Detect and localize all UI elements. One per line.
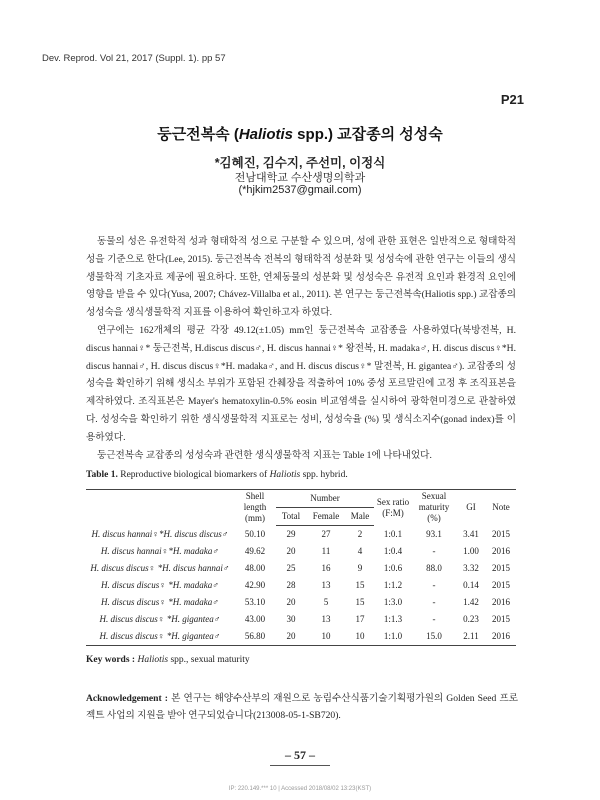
cell-female: 10 bbox=[306, 628, 346, 646]
table-header-row bbox=[86, 490, 516, 508]
cell-note: 2016 bbox=[492, 546, 510, 556]
table-row bbox=[86, 525, 516, 543]
cell-maturity: - bbox=[432, 546, 436, 556]
body-paragraph-1: 동물의 성은 유전학적 성과 형태학적 성으로 구분할 수 있으며, 성에 관한 표현은 일반적으로 형태학적 성을 기준으로 한다(Lee, 2015). 둥근전복속 전복의 형태학적 성분화 및 성성숙에 관한 연구는 이들의 생식생물학적 기초자료 제공에 필요하다. 또한, 연체동물의 성분화 및 성성숙은 유전적 요인과 환경적 요인에 영향을 받을 수 있다(Yusa, 2007; Chávez-Villalba et al., 2011). 본 연구는 둥근전복속(Haliotis spp.) 교잡종의 성성숙을 생식생물학적 지표를 이용하여 확인하고자 하였다. bbox=[86, 236, 516, 319]
table-row bbox=[86, 577, 516, 594]
cell-male: 4 bbox=[357, 546, 363, 556]
cell-shell: 48.00 bbox=[244, 563, 266, 573]
table-caption-genus: Haliotis bbox=[269, 470, 301, 480]
cell-total: 29 bbox=[286, 529, 296, 539]
col-header-sexratio: Sex ratio (F:M) bbox=[374, 490, 412, 526]
cell-hybrid: H. discus discus♀ *H. discus hannai♂ bbox=[90, 563, 230, 573]
col-header-male: Male bbox=[346, 507, 374, 525]
col-header-shell: Shell length (mm) bbox=[234, 490, 276, 526]
body-paragraph-3: 둥근전복속 교잡종의 성성숙과 관련한 생식생물학적 지표는 Table 1에 나타내었다. bbox=[97, 449, 432, 461]
page-number-underline bbox=[270, 765, 330, 766]
col-header-maturity: Sexual maturity (%) bbox=[412, 490, 456, 526]
col-header-note: Note bbox=[486, 490, 516, 526]
cell-maturity: 93.1 bbox=[426, 528, 442, 539]
cell-hybrid: H. discus discus♀ *H. madaka♂ bbox=[101, 597, 219, 607]
cell-note: 2015 bbox=[492, 528, 510, 539]
col-header-hybrid bbox=[86, 490, 234, 526]
cell-total: 20 bbox=[286, 546, 296, 556]
cell-total: 25 bbox=[286, 563, 296, 573]
table-caption bbox=[86, 470, 348, 480]
cell-female: 11 bbox=[321, 546, 331, 556]
cell-gi: 2.11 bbox=[456, 628, 486, 646]
contact-email: (*hjkim2537@gmail.com) bbox=[238, 184, 362, 196]
cell-male: 9 bbox=[357, 563, 363, 573]
cell-total: 30 bbox=[286, 614, 296, 624]
ack-label: Acknowledgement : bbox=[86, 693, 169, 704]
table-row bbox=[86, 628, 516, 646]
affiliation: 전남대학교 수산생명의학과 bbox=[234, 172, 366, 184]
cell-shell: 56.80 bbox=[234, 628, 276, 646]
cell-male: 15 bbox=[355, 597, 365, 607]
table-caption-post: spp. hybrid. bbox=[302, 470, 348, 480]
cell-ratio: 1:0.6 bbox=[383, 563, 403, 573]
cell-note: 2015 bbox=[492, 614, 510, 624]
keywords bbox=[86, 655, 250, 665]
cell-hybrid: H. discus discus♀ *H. gigantea♂ bbox=[86, 628, 234, 646]
cell-total: 28 bbox=[286, 580, 296, 590]
cell-male: 15 bbox=[355, 580, 365, 590]
keywords-genus: Haliotis bbox=[137, 655, 169, 665]
col-header-total: Total bbox=[276, 507, 306, 525]
table-row bbox=[86, 611, 516, 628]
cell-hybrid: H. discus hannai♀*H. discus discus♂ bbox=[91, 528, 229, 539]
cell-gi: 0.23 bbox=[463, 614, 479, 624]
access-footer: IP: 220.149.*** 10 | Accessed 2018/08/02 13:23(KST) bbox=[228, 786, 372, 792]
cell-total: 20 bbox=[286, 597, 296, 607]
cell-ratio: 1:3.0 bbox=[383, 597, 403, 607]
ack-text: 본 연구는 해양수산부의 재원으로 농림수산식품기술기획평가원의 Golden Seed 프로젝트 사업의 지원을 받아 연구되었습니다(213008-05-1-SB720). bbox=[86, 693, 518, 721]
cell-gi: 3.41 bbox=[463, 528, 479, 539]
cell-note: 2016 bbox=[486, 628, 516, 646]
cell-hybrid: H. discus hannai♀*H. madaka♂ bbox=[100, 546, 220, 556]
cell-gi: 3.32 bbox=[463, 563, 479, 573]
cell-note: 2015 bbox=[492, 580, 510, 590]
cell-shell: 50.10 bbox=[244, 528, 266, 539]
cell-total: 20 bbox=[276, 628, 306, 646]
keywords-rest: spp., sexual maturity bbox=[170, 655, 250, 665]
cell-female: 13 bbox=[321, 614, 331, 624]
cell-shell: 43.00 bbox=[244, 614, 266, 624]
cell-note: 2016 bbox=[492, 597, 510, 607]
author-list: *김혜진, 김수지, 주선미, 이정식 bbox=[214, 156, 386, 170]
cell-maturity: - bbox=[432, 597, 436, 607]
cell-female: 16 bbox=[321, 563, 331, 573]
cell-male: 17 bbox=[355, 614, 365, 624]
body-paragraph-2: 연구에는 162개체의 평균 각장 49.12(±1.05) mm인 둥근전복속 교잡종을 사용하였다(북방전복, H. discus hannai♀* 둥근전복, H.discus discus♂, H. discus hannai♀* 왕전복, H. madaka♂, H. discus discus♀*H. discus hannai♂, H. discus discus♀*H. madaka♂, and H. discus discus♀* 말전복, H. gigantea♂). 교잡종의 성성숙을 확인하기 위해 생식소 부위가 포함된 간췌장을 적출하여 10% 중성 포르말린에 고정 후 조직표본을 제작하였다. 조직표본은 Mayer's hematoxylin-0.5% eosin 비교염색을 실시하여 광학현미경으로 관찰하였다. 성성숙을 확인하기 위한 생식생물학적 지표로는 성비, 성성숙율 (%) 및 생식소지수(gonad index)를 이용하였다. bbox=[86, 324, 516, 443]
cell-female: 13 bbox=[321, 580, 331, 590]
cell-ratio: 1:1.2 bbox=[383, 580, 403, 590]
cell-female: 27 bbox=[321, 529, 331, 539]
cell-ratio: 1:0.4 bbox=[383, 546, 403, 556]
table-row bbox=[86, 560, 516, 577]
cell-gi: 1.00 bbox=[463, 546, 479, 556]
title-prefix: 둥근전복속 ( bbox=[157, 126, 239, 143]
title-genus: Haliotis bbox=[238, 126, 294, 143]
abstract-body bbox=[86, 233, 516, 464]
cell-shell: 42.90 bbox=[244, 580, 266, 590]
cell-maturity: 15.0 bbox=[412, 628, 456, 646]
table-row bbox=[86, 594, 516, 611]
poster-code: P21 bbox=[500, 92, 524, 107]
table-caption-pre: Reproductive biological biomarkers of bbox=[120, 470, 268, 480]
paper-title bbox=[0, 123, 600, 144]
cell-female: 5 bbox=[323, 597, 329, 607]
col-header-female: Female bbox=[306, 507, 346, 525]
col-header-number: Number bbox=[276, 490, 374, 508]
col-header-gi: GI bbox=[456, 490, 486, 526]
cell-note: 2015 bbox=[492, 563, 510, 573]
cell-ratio: 1:1.3 bbox=[383, 614, 403, 624]
cell-maturity: 88.0 bbox=[426, 563, 442, 573]
cell-shell: 53.10 bbox=[244, 597, 266, 607]
cell-maturity: - bbox=[432, 614, 436, 624]
title-suffix: spp.) 교잡종의 성성숙 bbox=[293, 126, 443, 143]
page-number: – 57 – bbox=[285, 748, 315, 762]
table-caption-label: Table 1. bbox=[86, 470, 118, 480]
cell-male: 10 bbox=[346, 628, 374, 646]
acknowledgement bbox=[86, 690, 518, 724]
cell-hybrid: H. discus discus♀ *H. gigantea♂ bbox=[99, 614, 221, 624]
keywords-label: Key words : bbox=[86, 655, 136, 665]
cell-maturity: - bbox=[432, 580, 436, 590]
cell-hybrid: H. discus discus♀ *H. madaka♂ bbox=[101, 580, 219, 590]
cell-gi: 1.42 bbox=[463, 597, 479, 607]
biomarker-table bbox=[86, 489, 516, 646]
cell-shell: 49.62 bbox=[244, 546, 266, 556]
cell-ratio: 1:0.1 bbox=[383, 528, 403, 539]
cell-male: 2 bbox=[357, 529, 363, 539]
journal-header: Dev. Reprod. Vol 21, 2017 (Suppl. 1). pp 57 bbox=[42, 53, 226, 64]
cell-ratio: 1:1.0 bbox=[374, 628, 412, 646]
table-row bbox=[86, 543, 516, 560]
cell-gi: 0.14 bbox=[463, 580, 479, 590]
